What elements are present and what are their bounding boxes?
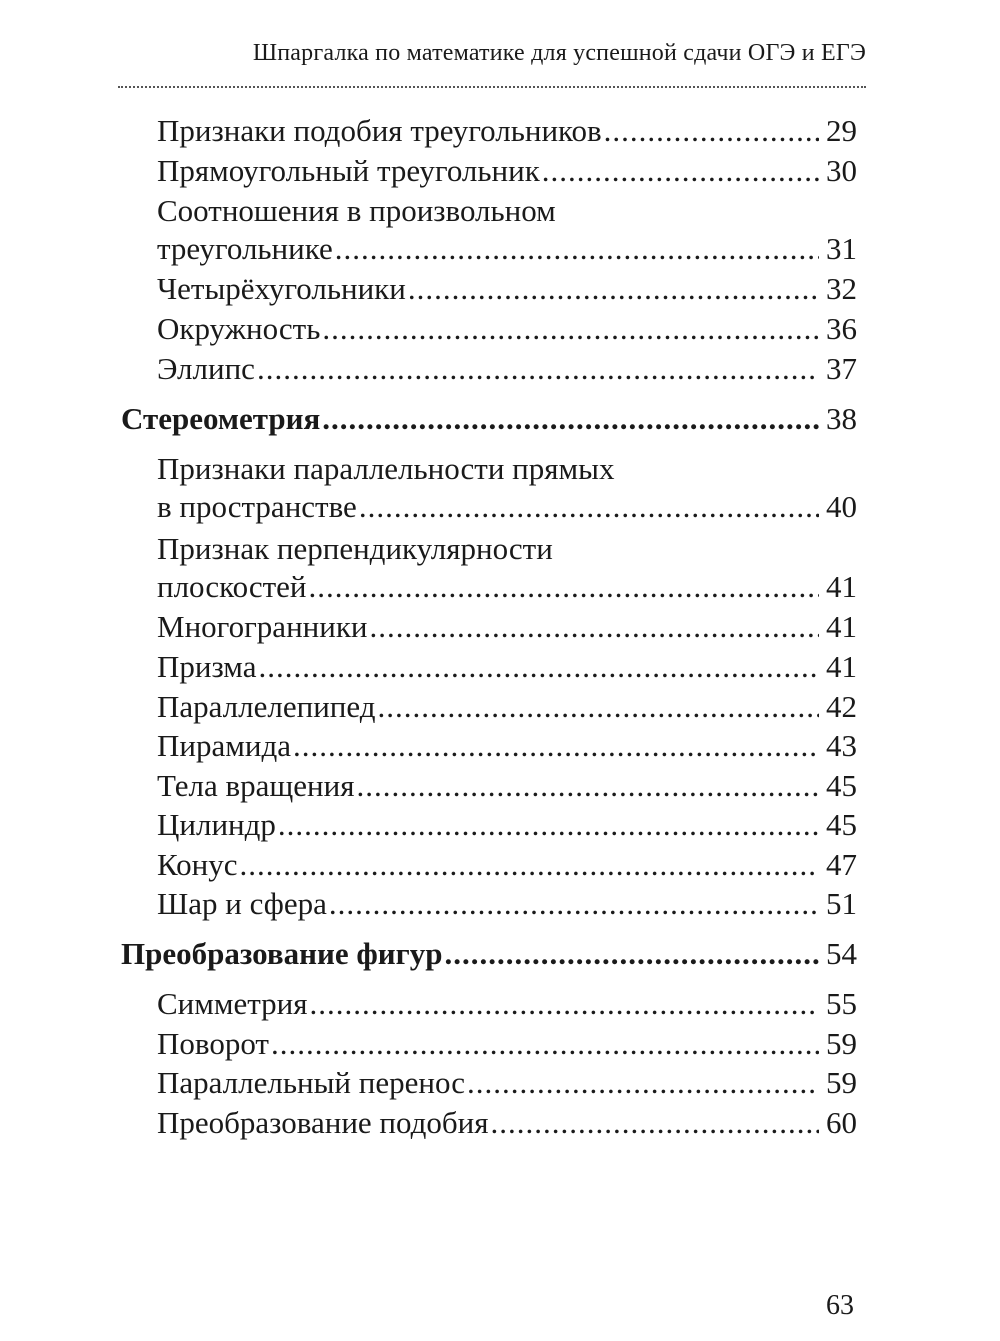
toc-page-number: 30: [826, 153, 857, 188]
toc-entry-title: Пирамида: [157, 728, 291, 763]
toc-leader-dots: [335, 230, 819, 268]
toc-page-number: 36: [826, 311, 857, 346]
toc-leader-dots: [322, 400, 819, 438]
toc-entry: [157, 1104, 857, 1142]
toc-entry-title: Цилиндр: [157, 807, 276, 842]
toc-section-heading: [121, 400, 857, 438]
toc-page-number: 31: [826, 231, 857, 266]
toc-entry-title: Признаки параллельности прямых: [157, 451, 615, 486]
toc-entry-title: Стереометрия: [121, 401, 321, 436]
toc-entry: [157, 767, 857, 805]
toc-page-number: 41: [826, 569, 857, 604]
toc-entry: [157, 310, 857, 348]
toc-leader-dots: [309, 568, 819, 606]
running-title: Шпаргалка по математике для успешной сдачи ОГЭ и ЕГЭ: [252, 40, 866, 66]
toc-entry-title: Параллелепипед: [157, 689, 376, 724]
toc-page-number: 60: [826, 1105, 857, 1140]
toc-page-number: 42: [826, 689, 857, 724]
toc-entry: [157, 350, 857, 388]
toc-page-number: 41: [826, 609, 857, 644]
toc-leader-dots: [329, 885, 819, 923]
toc-leader-dots: [310, 985, 819, 1023]
toc-leader-dots: [604, 112, 819, 150]
toc-leader-dots: [293, 727, 819, 765]
toc-entry: [157, 608, 857, 646]
page-number: 63: [826, 1290, 854, 1321]
toc-entry-title: Окружность: [157, 311, 321, 346]
toc-leader-dots: [542, 152, 819, 190]
toc-entry: [157, 112, 857, 150]
toc-entry: [157, 1064, 857, 1102]
toc-page-number: 54: [826, 936, 857, 971]
toc-entry-title: Поворот: [157, 1026, 269, 1061]
toc-page-number: 59: [826, 1026, 857, 1061]
toc-entry: [157, 727, 857, 765]
toc-page-number: 45: [826, 807, 857, 842]
toc-leader-dots: [271, 1025, 819, 1063]
toc-leader-dots: [239, 846, 819, 884]
toc-leader-dots: [467, 1064, 819, 1102]
toc-section-heading: [121, 935, 857, 973]
toc-leader-dots: [322, 310, 819, 348]
toc-entry-title: Параллельный перенос: [157, 1065, 465, 1100]
toc-entry-title: в пространстве: [157, 489, 357, 524]
toc-page-number: 59: [826, 1065, 857, 1100]
toc-entry-title: Четырёхугольники: [157, 271, 406, 306]
toc-entry: [157, 270, 857, 308]
toc-leader-dots: [378, 688, 820, 726]
toc-leader-dots: [408, 270, 819, 308]
toc-entry-title: Преобразование фигур: [121, 936, 443, 971]
toc-entry: [157, 192, 857, 268]
toc-leader-dots: [491, 1104, 819, 1142]
toc-entry: [157, 152, 857, 190]
toc-leader-dots: [356, 767, 819, 805]
toc-leader-dots: [278, 806, 819, 844]
toc-entry: [157, 530, 857, 606]
toc-entry-title: Эллипс: [157, 351, 255, 386]
toc-page-number: 29: [826, 113, 857, 148]
toc-page-number: 45: [826, 768, 857, 803]
toc-page-number: 51: [826, 886, 857, 921]
toc-page-number: 37: [826, 351, 857, 386]
toc-page-number: 40: [826, 489, 857, 524]
toc-page-number: 55: [826, 986, 857, 1021]
toc-page-number: 47: [826, 847, 857, 882]
toc-entry-title: плоскостей: [157, 569, 307, 604]
toc-entry: [157, 885, 857, 923]
toc-entry: [157, 1025, 857, 1063]
toc-entry-title: Шар и сфера: [157, 886, 327, 921]
toc-entry: [157, 846, 857, 884]
toc-leader-dots: [359, 488, 819, 526]
toc-entry-title: Призма: [157, 649, 257, 684]
toc-entry-title: Тела вращения: [157, 768, 355, 803]
toc-entry-title: Соотношения в произвольном: [157, 193, 556, 228]
toc-entry: [157, 806, 857, 844]
toc-entry-title: Конус: [157, 847, 238, 882]
toc-entry-title: треугольнике: [157, 231, 333, 266]
toc-leader-dots: [444, 935, 819, 973]
toc-leader-dots: [370, 608, 820, 646]
toc-entry-title: Симметрия: [157, 986, 308, 1021]
toc-entry: [157, 985, 857, 1023]
toc-leader-dots: [257, 350, 819, 388]
toc-page-number: 41: [826, 649, 857, 684]
toc-entry-title: Многогранники: [157, 609, 368, 644]
toc-page-number: 43: [826, 728, 857, 763]
toc-entry-title: Преобразование подобия: [157, 1105, 489, 1140]
toc-leader-dots: [258, 648, 819, 686]
toc-entry-title: Прямоугольный треугольник: [157, 153, 540, 188]
toc-entry-title: Признаки подобия треугольников: [157, 113, 602, 148]
toc-entry: [157, 688, 857, 726]
toc-entry-title: Признак перпендикулярности: [157, 531, 553, 566]
toc-page-number: 38: [826, 401, 857, 436]
toc-entry: [157, 648, 857, 686]
toc-entry: [157, 450, 857, 526]
toc-page-number: 32: [826, 271, 857, 306]
